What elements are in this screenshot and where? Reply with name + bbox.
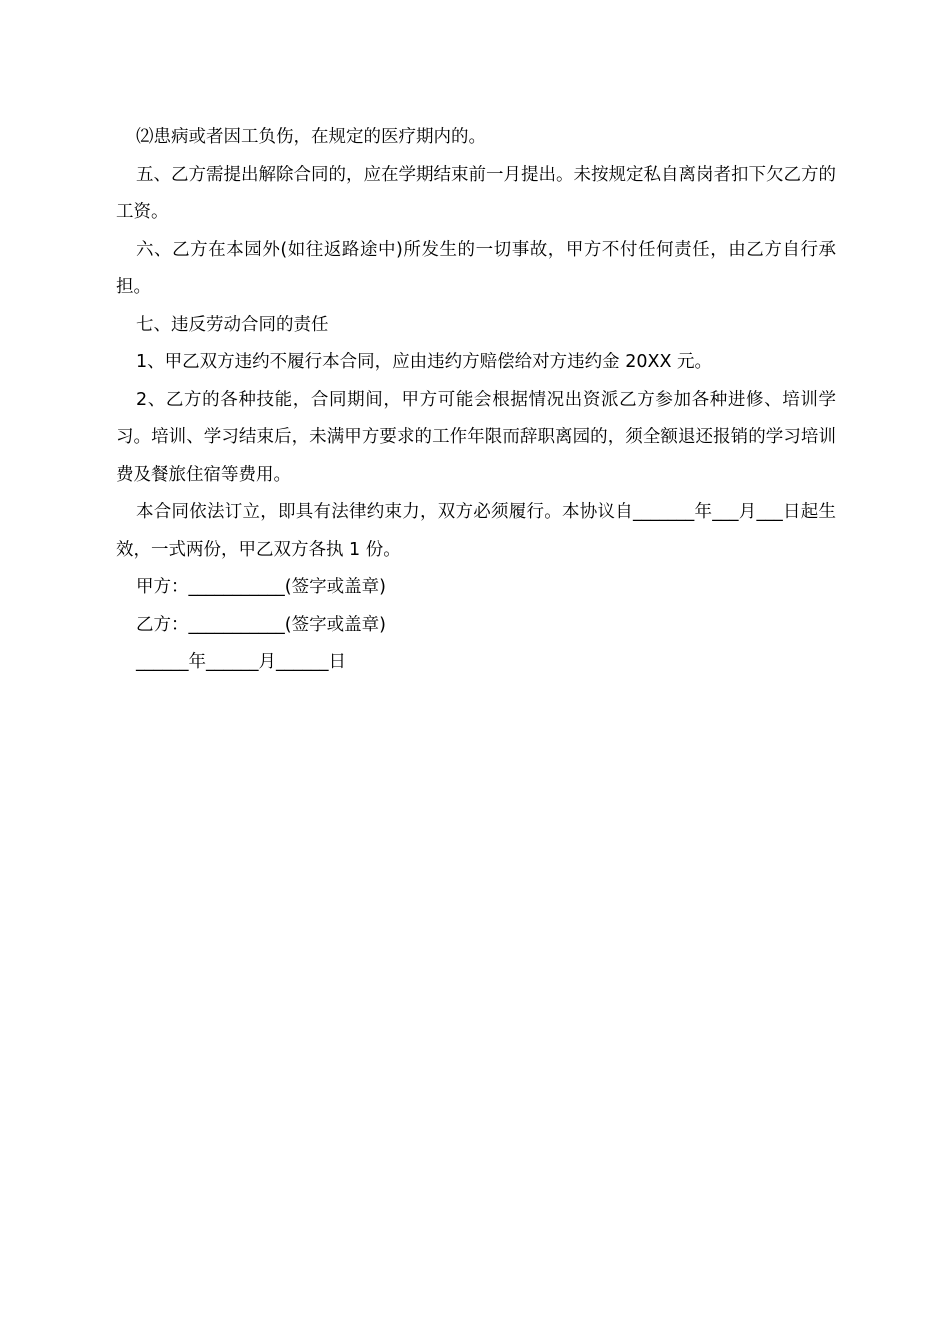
signature-date: ______年______月______日 (136, 652, 346, 672)
paragraph-training-refund: 2、乙方的各种技能，合同期间，甲方可能会根据情况出资派乙方参加各种进修、培训学习。培训、学习结束后，未满甲方要求的工作年限而辞职离园的，须全额退还报销的学习培训费及餐旅住宿等费用。 (116, 389, 836, 485)
paragraph-breach-penalty: 1、甲乙双方违约不履行本合同，应由违约方赔偿给对方违约金 20XX 元。 (136, 352, 713, 372)
signature-party-b: 乙方：___________(签字或盖章) (136, 614, 386, 635)
paragraph-clause-7-heading: 七、违反劳动合同的责任 (136, 314, 329, 335)
paragraph-medical-period: ⑵患病或者因工负伤，在规定的医疗期内的。 (136, 127, 486, 147)
paragraph-effective-date: 本合同依法订立，即具有法律约束力，双方必须履行。本协议自_______年___月___日起生效，一式两份，甲乙双方各执 1 份。 (116, 502, 836, 560)
document-body (116, 119, 836, 682)
signature-party-a: 甲方：___________(签字或盖章) (136, 577, 386, 597)
paragraph-clause-6-accidents: 六、乙方在本园外(如往返路途中)所发生的一切事故，甲方不付任何责任，由乙方自行承担。 (116, 239, 836, 297)
paragraph-clause-5-termination: 五、乙方需提出解除合同的，应在学期结束前一月提出。未按规定私自离岗者扣下欠乙方的工资。 (116, 164, 836, 222)
